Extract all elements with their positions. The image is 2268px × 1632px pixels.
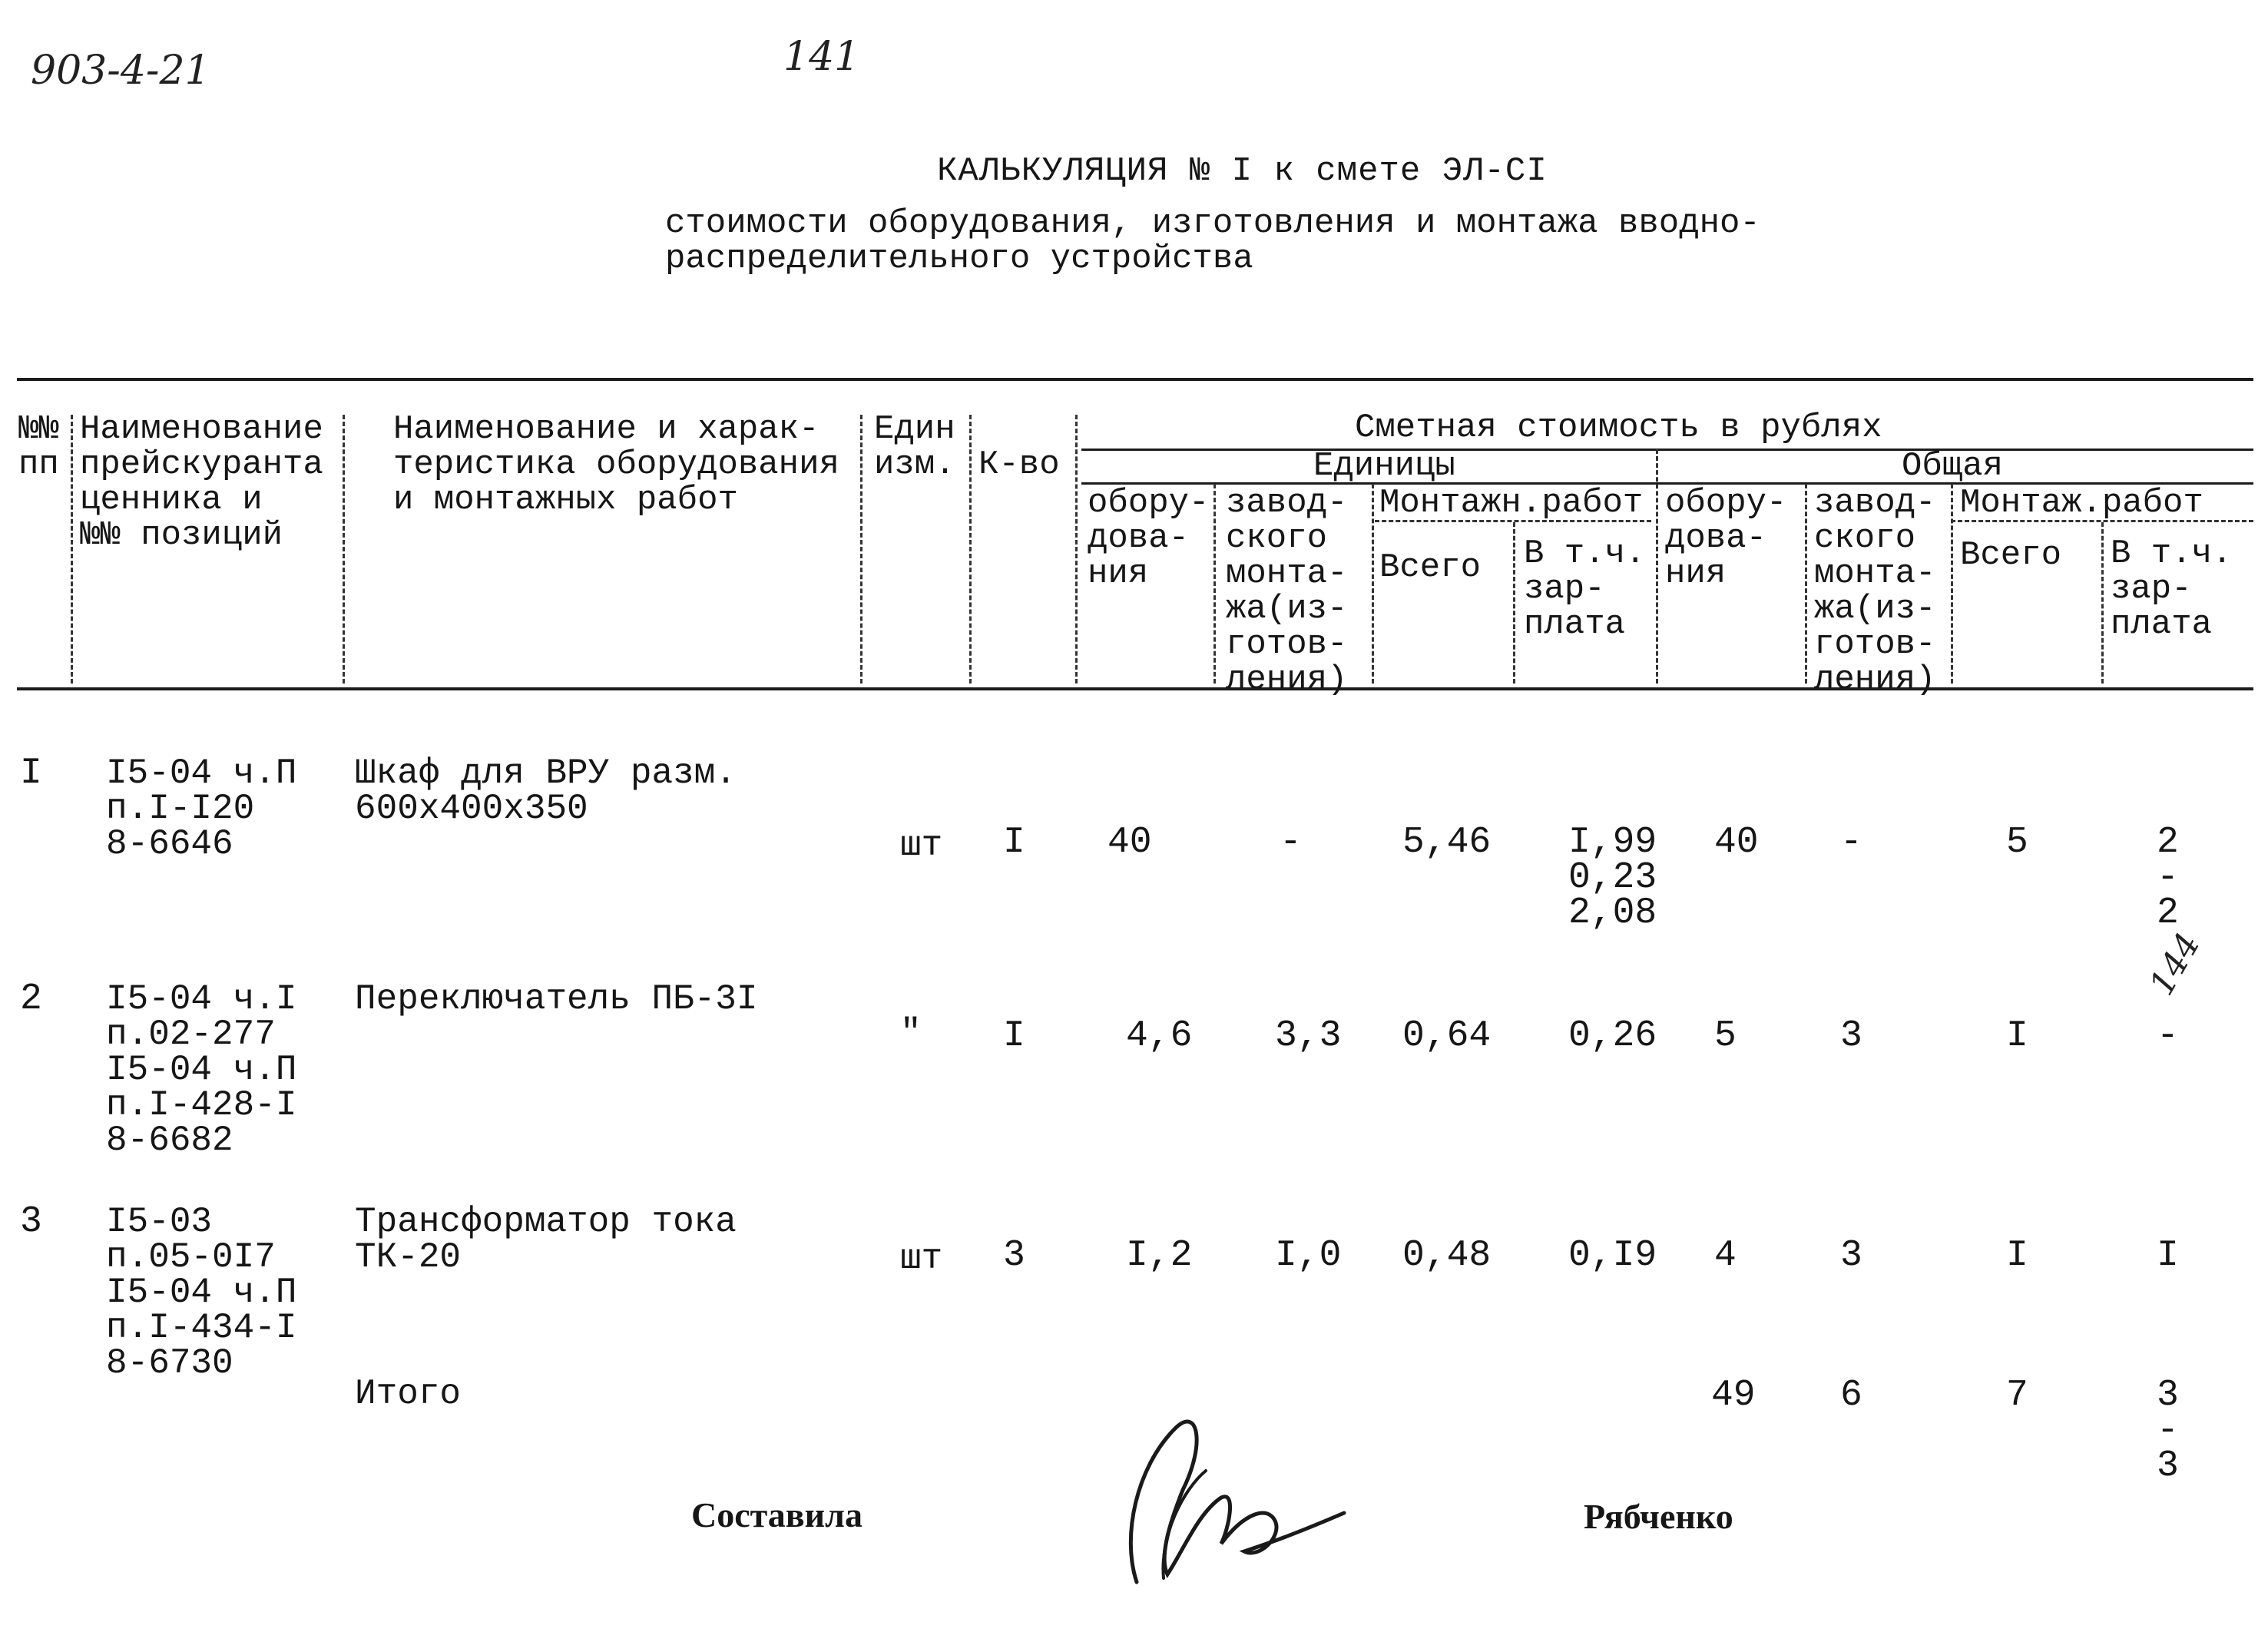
table-row-2-t-factory: 3 [1840, 1015, 1862, 1057]
total-factory: 6 [1840, 1375, 1862, 1416]
table-row-3-t-all: I [2006, 1235, 2028, 1276]
table-row-1-u-all: 5,46 [1402, 822, 1492, 863]
table-row-3-u-salary: 0,I9 [1568, 1235, 1657, 1276]
table-row-1-t-salary: 2 - 2 [2157, 822, 2179, 934]
header-total-mount: Монтаж.работ [1960, 484, 2203, 522]
header-qty: К-во [978, 445, 1060, 484]
col-sep-3 [860, 415, 863, 684]
col-sep-6 [1213, 484, 1216, 684]
header-total-group: Общая [1902, 447, 2004, 485]
doc-subtitle-line2: распределительного устройства [665, 240, 1253, 278]
table-row-3-name: Трансформатор тока ТК-20 [355, 1202, 737, 1277]
table-row-1-t-equip: 40 [1714, 822, 1759, 863]
table-row-1-t-all: 5 [2006, 822, 2028, 863]
table-row-2-u-factory: 3,3 [1275, 1015, 1342, 1057]
margin-mark: 144 [2141, 926, 2209, 1002]
header-name: Наименование и харак- теристика оборудования и монтажных работ [393, 410, 839, 519]
col-sep-1 [71, 415, 73, 684]
table-row-2-u-all: 0,64 [1402, 1015, 1492, 1057]
table-row-2-unit: " [900, 1013, 922, 1053]
doc-title: КАЛЬКУЛЯЦИЯ № I к смете ЭЛ-СI [937, 152, 1548, 190]
header-unit: Един изм. [874, 410, 955, 484]
table-row-1-price: I5-04 ч.П п.I-I20 8-6646 [106, 753, 297, 864]
header-unit-group: Единицы [1313, 447, 1455, 485]
col-sep-11 [1951, 484, 1953, 684]
col-sep-8 [1513, 522, 1515, 684]
page-number: 141 [783, 34, 860, 80]
doc-subtitle-line1: стоимости оборудования, изготовления и монтажа вводно- [665, 204, 1760, 243]
col-sep-5 [1075, 415, 1078, 684]
header-unit-salary: В т.ч. зар- плата [1524, 535, 1646, 644]
compiler-name: Рябченко [1584, 1497, 1733, 1536]
table-row-1-qty: I [1003, 822, 1025, 863]
table-row-2-t-equip: 5 [1714, 1015, 1737, 1057]
table-row-2-name: Переключатель ПБ-3I [355, 979, 758, 1019]
header-unit-all: Всего [1379, 548, 1482, 587]
signature [1091, 1398, 1352, 1597]
table-row-2-t-all: I [2006, 1015, 2028, 1057]
table-row-3-qty: 3 [1003, 1235, 1025, 1276]
total-all: 7 [2006, 1375, 2028, 1416]
table-row-3-no: 3 [20, 1201, 42, 1243]
table-row-2-qty: I [1003, 1015, 1025, 1057]
table-row-3-t-factory: 3 [1840, 1235, 1862, 1276]
table-row-2-u-equip: 4,6 [1126, 1015, 1193, 1057]
table-row-2-t-salary: - [2157, 1015, 2179, 1057]
header-total-factory: завод- ского монта- жа(из- готов- ления) [1814, 484, 1936, 699]
table-row-3-unit: шт [900, 1239, 943, 1279]
header-unit-equip: обору- дова- ния [1088, 484, 1210, 593]
table-row-3-t-equip: 4 [1714, 1235, 1737, 1276]
header-total-salary: В т.ч. зар- плата [2111, 535, 2233, 644]
table-row-2-no: 2 [20, 978, 42, 1020]
table-row-1-u-equip: 40 [1108, 822, 1152, 863]
table-row-1-unit: шт [900, 826, 943, 866]
header-no: №№ пп [18, 410, 59, 484]
table-row-1-u-salary: I,99 0,23 2,08 [1568, 822, 1657, 934]
doc-number: 903-4-21 [31, 48, 210, 94]
table-row-1-name: Шкаф для ВРУ разм. 600х400х350 [355, 753, 737, 829]
total-label: Итого [355, 1374, 462, 1414]
table-row-3-u-factory: I,0 [1275, 1235, 1342, 1276]
table-row-1-u-factory: - [1280, 822, 1302, 863]
table-row-2-price: I5-04 ч.I п.02-277 I5-04 ч.П п.I-428-I 8-6682 [106, 979, 297, 1160]
cost-group-rule [1081, 449, 2253, 451]
col-sep-4 [969, 415, 972, 684]
total-salary: 3 - 3 [2157, 1375, 2179, 1487]
table-row-1-no: I [20, 753, 42, 794]
table-row-3-u-equip: I,2 [1126, 1235, 1193, 1276]
table-row-3-t-salary: I [2157, 1235, 2179, 1276]
col-sep-2 [343, 415, 345, 684]
table-top-rule [17, 378, 2253, 381]
compiled-label: Составила [691, 1495, 863, 1534]
header-total-all: Всего [1960, 536, 2062, 574]
table-row-1-t-factory: - [1840, 822, 1862, 863]
table-row-3-u-all: 0,48 [1402, 1235, 1492, 1276]
header-total-equip: обору- дова- ния [1665, 484, 1787, 593]
col-sep-9 [1656, 449, 1658, 684]
header-unit-mount: Монтажн.работ [1379, 484, 1644, 522]
header-unit-factory: завод- ского монта- жа(из- готов- ления) [1226, 484, 1348, 699]
col-sep-7 [1372, 484, 1374, 684]
header-price: Наименование прейскуранта ценника и №№ позиций [80, 410, 323, 554]
table-row-2-u-salary: 0,26 [1568, 1015, 1657, 1057]
col-sep-10 [1805, 484, 1807, 684]
header-cost-group: Сметная стоимость в рублях [1355, 409, 1882, 447]
table-row-3-price: I5-03 п.05-0I7 I5-04 ч.П п.I-434-I 8-6730 [106, 1202, 297, 1383]
col-sep-12 [2101, 522, 2104, 684]
total-equip: 49 [1711, 1375, 1756, 1416]
